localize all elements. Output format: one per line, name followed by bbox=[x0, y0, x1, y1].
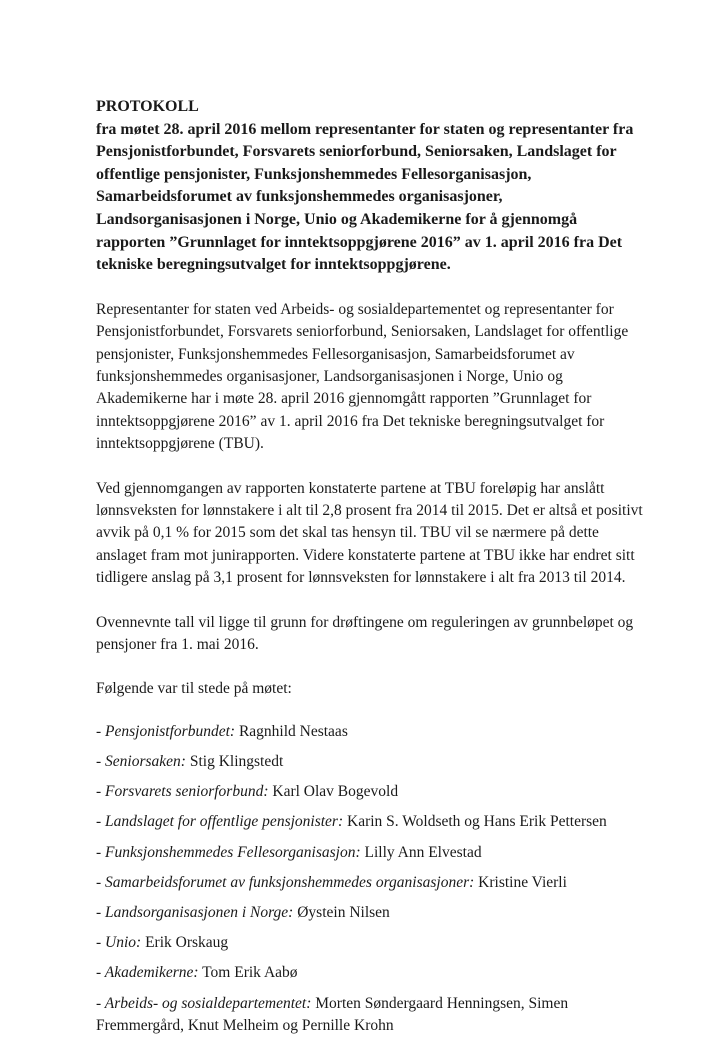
paragraph-regulation-basis: Ovennevnte tall vil ligge til grunn for drøftingene om reguleringen av grunnbeløpet og pensjoner fra 1. mai 2016. bbox=[96, 613, 634, 654]
attendee-item bbox=[96, 962, 644, 984]
attendee-organization: - Landslaget for offentlige pensjonister: bbox=[96, 813, 344, 831]
attendee-names: Øystein Nilsen bbox=[293, 904, 390, 922]
attendee-list bbox=[96, 721, 644, 1038]
attendee-names: Tom Erik Aabø bbox=[198, 964, 298, 982]
protocol-title-block bbox=[96, 96, 644, 277]
attendee-organization: - Samarbeidsforumet av funksjonshemmedes organisasjoner: bbox=[96, 873, 475, 891]
attendee-organization: - Arbeids- og sosialdepartementet: bbox=[96, 994, 312, 1012]
attendee-item bbox=[96, 721, 644, 743]
attendee-names: Ragnhild Nestaas bbox=[235, 722, 348, 740]
attendee-item bbox=[96, 811, 644, 833]
attendee-organization: - Pensjonistforbundet: bbox=[96, 722, 236, 740]
document-body bbox=[96, 96, 644, 1045]
attendee-names: Morten Søndergaard Henningsen, Simen Fremmergård, Knut Melheim og Pernille Krohn bbox=[96, 994, 569, 1035]
attendee-organization: - Unio: bbox=[96, 934, 142, 952]
attendee-names: Karin S. Woldseth og Hans Erik Pettersen bbox=[343, 813, 607, 831]
attendee-item bbox=[96, 932, 644, 954]
attendee-names: Stig Klingstedt bbox=[185, 753, 284, 771]
attendee-item bbox=[96, 842, 644, 864]
protocol-subtitle: fra møtet 28. april 2016 mellom representanter for staten og representanter fra Pensjonistforbundet, Forsvarets seniorforbund, Seniorsaken, Landslaget for offentlige pensjonister, Funksjonshemmedes Fellesorganisasjon, Samarbeidsforumet av funksjonshemmedes organisasjoner, Landsorganisasjonen i Norge, Unio og Akademikerne for å gjennomgå rapporten ”Grunnlaget for inntektsoppgjørene 2016” av 1. april 2016 fra Det tekniske beregningsutvalget for inntektsoppgjørene. bbox=[96, 120, 634, 274]
attendee-organization: - Forsvarets seniorforbund: bbox=[96, 783, 269, 801]
attendee-item bbox=[96, 902, 644, 924]
attendee-names: Erik Orskaug bbox=[141, 934, 229, 952]
attendee-organization: - Landsorganisasjonen i Norge: bbox=[96, 904, 294, 922]
attendee-item bbox=[96, 781, 644, 803]
paragraph-tbu-findings: Ved gjennomgangen av rapporten konstaterte partene at TBU foreløpig har anslått lønnsveksten for lønnstakere i alt til 2,8 prosent fra 2014 til 2015. Det er altså et positivt avvik på 0,1 % for 2015 som det skal tas hensyn til. TBU vil se nærmere på dette anslaget fram mot junirapporten. Videre konstaterte partene at TBU ikke har endret sitt tidligere anslag på 3,1 prosent for lønnsveksten for lønnstakere i alt fra 2013 til 2014. bbox=[96, 479, 643, 587]
attendee-organization: - Funksjonshemmedes Fellesorganisasjon: bbox=[96, 843, 361, 861]
attendee-names: Lilly Ann Elvestad bbox=[360, 843, 482, 861]
attendee-item bbox=[96, 993, 644, 1038]
attendee-names: Karl Olav Bogevold bbox=[268, 783, 399, 801]
attendee-organization: - Akademikerne: bbox=[96, 964, 199, 982]
attendee-item bbox=[96, 872, 644, 894]
protocol-heading: PROTOKOLL bbox=[96, 98, 199, 115]
attendee-item bbox=[96, 751, 644, 773]
paragraph-representatives: Representanter for staten ved Arbeids- og sosialdepartementet og representanter for Pensjonistforbundet, Forsvarets seniorforbund, Seniorsaken, Landslaget for offentlige pensjonister, Funksjonshemmedes Fellesorganisasjon, Samarbeidsforumet av funksjonshemmedes organisasjoner, Landsorganisasjonen i Norge, Unio og Akademikerne har i møte 28. april 2016 gjennomgått rapporten ”Grunnlaget for inntektsoppgjørene 2016” av 1. april 2016 fra Det tekniske beregningsutvalget for inntektsoppgjørene (TBU). bbox=[96, 300, 629, 453]
attendee-names: Kristine Vierli bbox=[474, 873, 567, 891]
paragraph-attendees-intro: Følgende var til stede på møtet: bbox=[96, 680, 292, 698]
attendee-organization: - Seniorsaken: bbox=[96, 753, 186, 771]
